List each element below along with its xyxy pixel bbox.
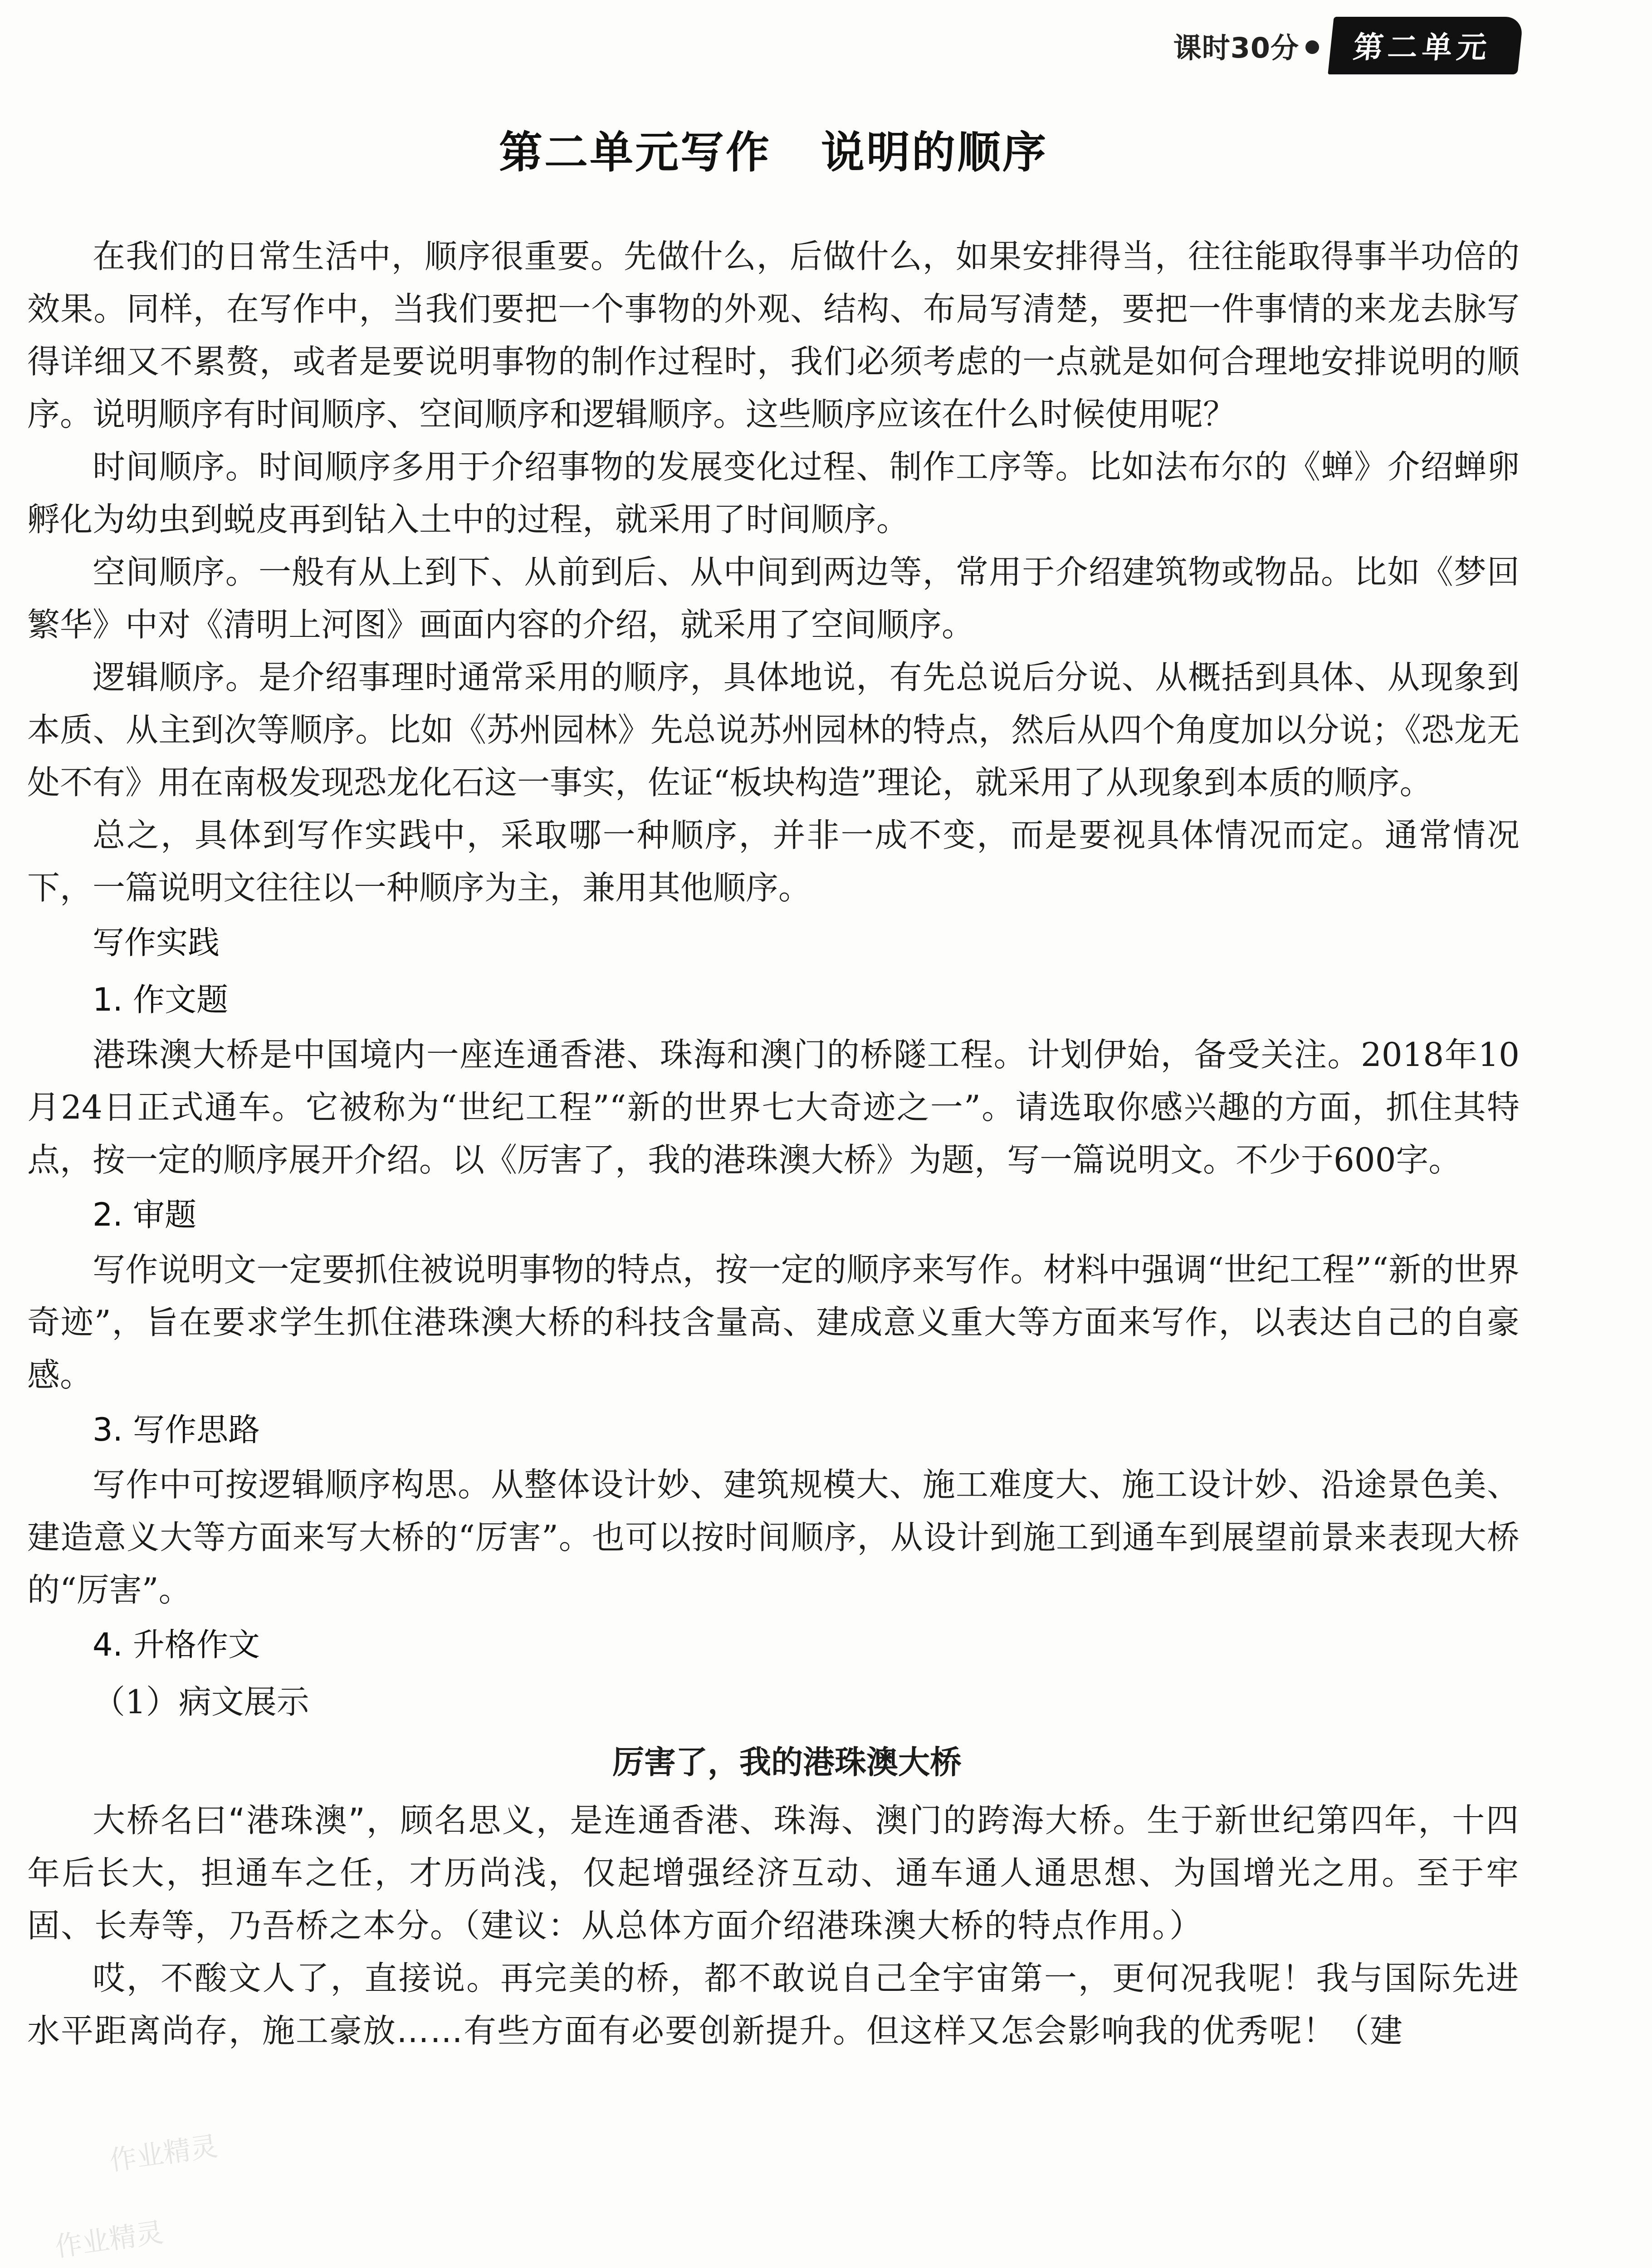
sample-essay [27, 1730, 1520, 2057]
section-heading: 2. 审题 [93, 1196, 197, 1233]
intro-paragraph: 空间顺序。一般有从上到下、从前到后、从中间到两边等，常用于介绍建筑物或物品。比如《梦回繁华》中对《清明上河图》画面内容的介绍，就采用了空间顺序。 [27, 553, 1520, 644]
essay-title: 厉害了，我的港珠澳大桥 [612, 1744, 962, 1781]
section-text: 港珠澳大桥是中国境内一座连通香港、珠海和澳门的桥隧工程。计划伊始，备受关注。2018年10月24日正式通车。它被称为“世纪工程”“新的世界七大奇迹之一”。请选取你感兴趣的方面，抓住其特点，按一定的顺序展开介绍。以《厉害了，我的港珠澳大桥》为题，写一篇说明文。不少于600字。 [27, 1036, 1520, 1179]
section-heading: 4. 升格作文 [93, 1626, 260, 1663]
section-text: 写作说明文一定要抓住被说明事物的特点，按一定的顺序来写作。材料中强调“世纪工程”“新的世界奇迹”，旨在要求学生抓住港珠澳大桥的科技含量高、建成意义重大等方面来写作，以表达自己的自豪感。 [27, 1251, 1520, 1394]
section-heading: 1. 作文题 [93, 981, 229, 1018]
series-label: 课时30分 [1173, 31, 1299, 64]
intro-paragraph: 逻辑顺序。是介绍事理时通常采用的顺序，具体地说，有先总说后分说、从概括到具体、从现象到本质、从主到次等顺序。比如《苏州园林》先总说苏州园林的特点，然后从四个角度加以分说；《恐龙无处不有》用在南极发现恐龙化石这一事实，佐证“板块构造”理论，就采用了从现象到本质的顺序。 [27, 658, 1520, 802]
page-title [27, 118, 1520, 180]
title-sub: 说明的顺序 [821, 127, 1048, 178]
practice-heading: 写作实践 [93, 924, 220, 961]
unit-badge: 第二单元 [1328, 17, 1523, 74]
section-heading: 3. 写作思路 [93, 1411, 260, 1448]
sub-heading: （1）病文展示 [93, 1683, 309, 1721]
page-header [1173, 18, 1520, 73]
page-content [27, 118, 1520, 2057]
intro-paragraph: 总之，具体到写作实践中，采取哪一种顺序，并非一成不变，而是要视具体情况而定。通常情况下，一篇说明文往往以一种顺序为主，兼用其他顺序。 [27, 816, 1520, 907]
intro-paragraph: 时间顺序。时间顺序多用于介绍事物的发展变化过程、制作工序等。比如法布尔的《蝉》介绍蝉卵孵化为幼虫到蜕皮再到钻入土中的过程，就采用了时间顺序。 [27, 448, 1520, 538]
section-text: 写作中可按逻辑顺序构思。从整体设计妙、建筑规模大、施工难度大、施工设计妙、沿途景色美、建造意义大等方面来写大桥的“厉害”。也可以按时间顺序，从设计到施工到通车到展望前景来表现大桥的“厉害”。 [27, 1466, 1520, 1609]
intro-section [27, 230, 1520, 914]
essay-paragraph: 大桥名曰“港珠澳”，顾名思义，是连通香港、珠海、澳门的跨海大桥。生于新世纪第四年，十四年后长大，担通车之任，才历尚浅，仅起增强经济互动、通车通人通思想、为国增光之用。至于牢固、长寿等，乃吾桥之本分。（建议：从总体方面介绍港珠澳大桥的特点作用。） [27, 1801, 1520, 1945]
watermark: 作业精灵 [53, 2216, 166, 2263]
intro-paragraph: 在我们的日常生活中，顺序很重要。先做什么，后做什么，如果安排得当，往往能取得事半功倍的效果。同样，在写作中，当我们要把一个事物的外观、结构、布局写清楚，要把一件事情的来龙去脉写得详细又不累赘，或者是要说明事物的制作过程时，我们必须考虑的一点就是如何合理地安排说明的顺序。说明顺序有时间顺序、空间顺序和逻辑顺序。这些顺序应该在什么时候使用呢？ [27, 237, 1520, 433]
bullet-dot-icon [1305, 40, 1319, 54]
watermark: 作业精灵 [107, 2130, 220, 2177]
title-main: 第二单元写作 [499, 127, 771, 178]
essay-paragraph: 哎，不酸文人了，直接说。再完美的桥，都不敢说自己全宇宙第一，更何况我呢！我与国际先进水平距离尚存，施工豪放……有些方面有必要创新提升。但这样又怎会影响我的优秀呢！（建 [27, 1959, 1520, 2050]
